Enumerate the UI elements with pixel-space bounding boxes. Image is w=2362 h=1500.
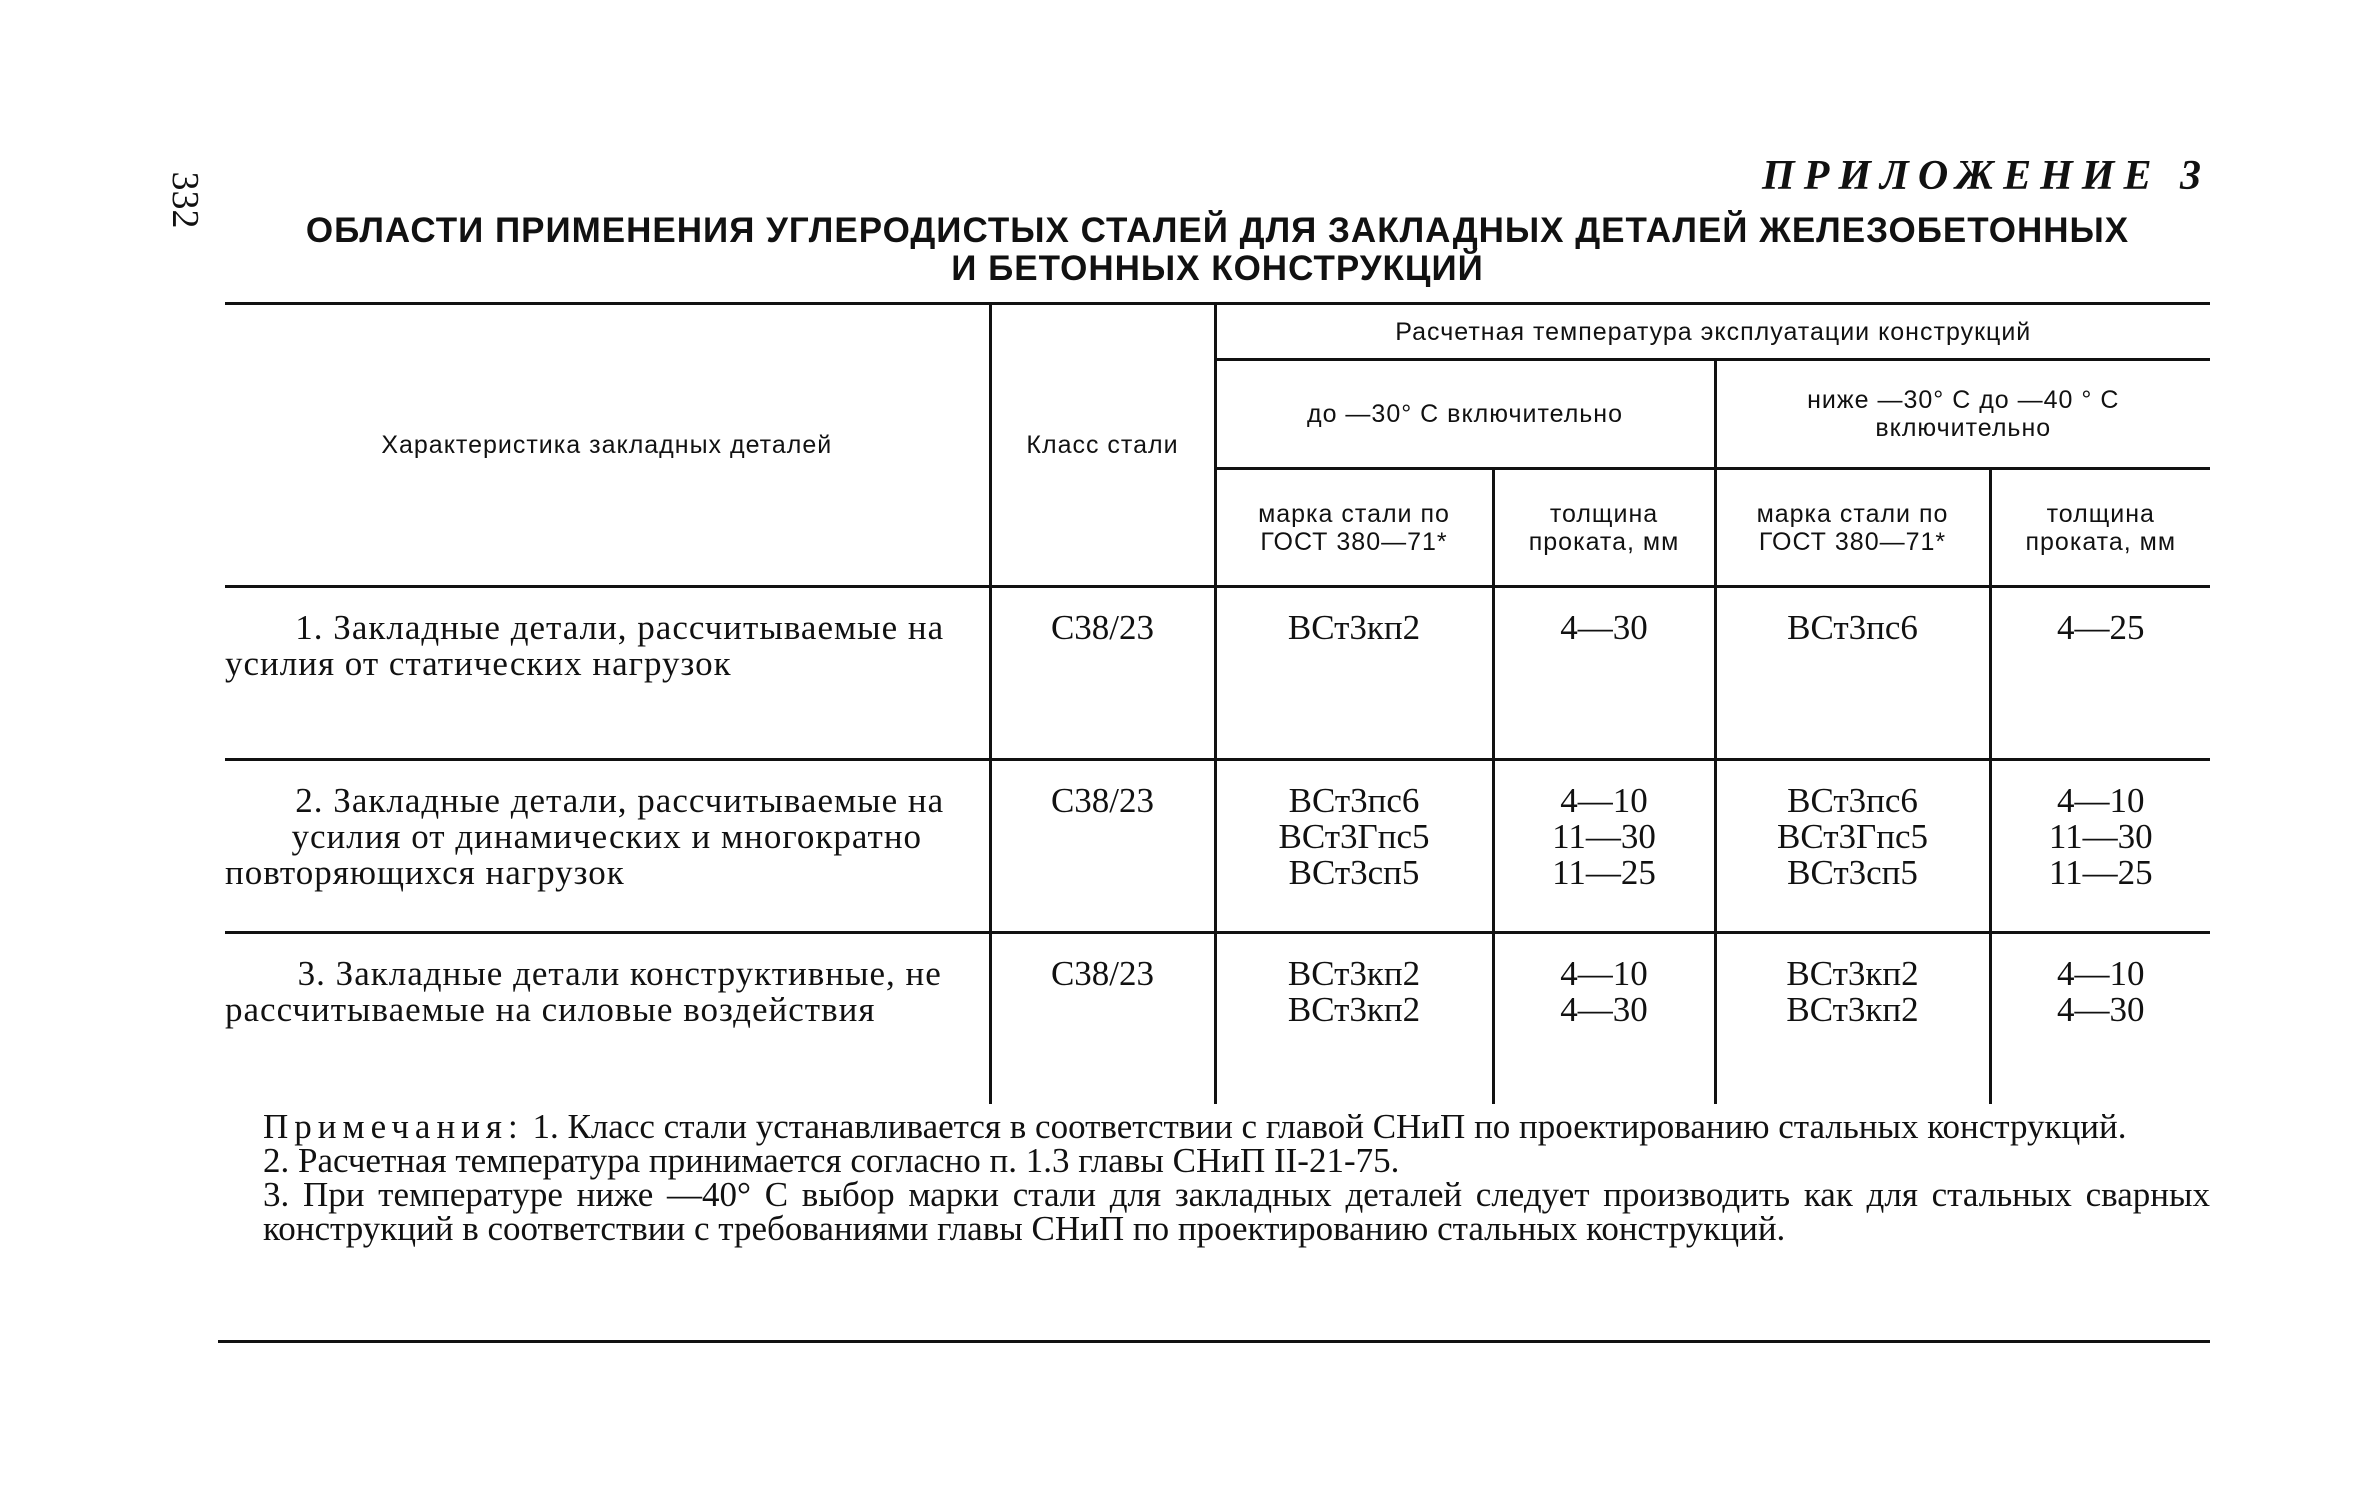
notes-block	[225, 1107, 2210, 1248]
note-2: 2. Расчетная температура принимается согласно п. 1.3 главы СНиП II-21-75.	[263, 1141, 1400, 1180]
notes-label: Примечания:	[263, 1107, 524, 1146]
grade-value: ВСт3кп2	[1287, 608, 1421, 647]
header-steel-class: Класс стали	[990, 304, 1215, 587]
row-grade-2	[1715, 587, 1990, 760]
row-grade-1	[1215, 933, 1493, 1105]
row-thickness-1	[1493, 933, 1715, 1105]
grade-value: ВСт3пс6	[1288, 781, 1420, 820]
header-temp-range-1: до —30° С включительно	[1215, 360, 1715, 469]
row-grade-1	[1215, 760, 1493, 933]
grade-value: ВСт3кп2	[1786, 954, 1919, 993]
row-description-text: Закладные детали, рассчитываемые на усилия от динамических и многократно повторяющихся нагрузок	[225, 781, 945, 892]
page-number: 332	[164, 171, 206, 229]
note-3: 3. При температуре ниже —40° С выбор марки стали для закладных деталей следует производить как для стальных сварных конструкций в соответствии с требованиями главы СНиП по проектированию стальных конструкций.	[263, 1175, 2210, 1248]
row-description-text: Закладные детали конструктивные, не рассчитываемые на силовые воздействия	[225, 954, 942, 1029]
row-thickness-2	[1990, 933, 2210, 1105]
bottom-rule	[218, 1340, 2210, 1343]
grade-value: ВСт3кп2	[1287, 990, 1421, 1029]
thickness-value: 11—30	[1552, 817, 1656, 856]
table-row	[225, 760, 2210, 933]
thickness-value: 4—10	[2057, 781, 2145, 820]
steel-application-table	[225, 302, 2210, 1104]
thickness-value: 11—25	[2048, 853, 2153, 892]
row-thickness-2	[1990, 587, 2210, 760]
grade-value: ВСт3сп5	[1288, 853, 1420, 892]
thickness-value: 11—25	[1552, 853, 1656, 892]
grade-value: ВСт3пс6	[1787, 608, 1918, 647]
header-thickness-range-1: толщина проката, мм	[1493, 469, 1715, 587]
grade-value: ВСт3сп5	[1787, 853, 1918, 892]
grade-value: ВСт3Гпс5	[1278, 817, 1430, 856]
grade-value: ВСт3кп2	[1287, 954, 1421, 993]
row-steel-class: С38/23	[990, 760, 1215, 933]
row-thickness-1	[1493, 587, 1715, 760]
thickness-value: 4—30	[1560, 608, 1648, 647]
row-grade-2	[1715, 933, 1990, 1105]
table-row	[225, 587, 2210, 760]
header-grade-range-2: марка стали по ГОСТ 380—71*	[1715, 469, 1990, 587]
row-steel-class: С38/23	[990, 587, 1215, 760]
thickness-value: 4—10	[1560, 781, 1648, 820]
appendix-label: ПРИЛОЖЕНИЕ 3	[1762, 153, 2210, 199]
grade-value: ВСт3кп2	[1786, 990, 1919, 1029]
note-text: 1. Класс стали устанавливается в соответствии с главой СНиП по проектированию стальных конструкций.	[532, 1107, 2127, 1146]
header-grade-range-1: марка стали по ГОСТ 380—71*	[1215, 469, 1493, 587]
table-row	[225, 933, 2210, 1105]
grade-value: ВСт3Гпс5	[1776, 817, 1929, 856]
row-number: 3.	[297, 954, 326, 993]
row-steel-class: С38/23	[990, 933, 1215, 1105]
title-line-1: ОБЛАСТИ ПРИМЕНЕНИЯ УГЛЕРОДИСТЫХ СТАЛЕЙ ДЛЯ ЗАКЛАДНЫХ ДЕТАЛЕЙ ЖЕЛЕЗОБЕТОННЫХ	[305, 211, 2130, 250]
grade-value: ВСт3пс6	[1787, 781, 1918, 820]
row-thickness-2	[1990, 760, 2210, 933]
row-description	[225, 933, 990, 1105]
title-line-2: И БЕТОННЫХ КОНСТРУКЦИЙ	[951, 249, 1484, 288]
thickness-value: 4—25	[2057, 608, 2145, 647]
header-design-temperature: Расчетная температура эксплуатации конструкций	[1215, 304, 2210, 360]
header-thickness-range-2: толщина проката, мм	[1990, 469, 2210, 587]
header-characteristic: Характеристика закладных деталей	[225, 304, 990, 587]
thickness-value: 4—30	[1560, 990, 1648, 1029]
row-number: 1.	[295, 608, 324, 647]
row-grade-1	[1215, 587, 1493, 760]
thickness-value: 4—10	[2057, 954, 2145, 993]
row-number: 2.	[295, 781, 324, 820]
document-title	[225, 212, 2210, 288]
row-thickness-1	[1493, 760, 1715, 933]
steel-application-table-wrapper	[225, 302, 2210, 1104]
row-description-text: Закладные детали, рассчитываемые на усилия от статических нагрузок	[225, 608, 945, 683]
row-description	[225, 587, 990, 760]
note-1	[225, 1107, 2210, 1146]
row-grade-2	[1715, 760, 1990, 933]
header-temp-range-2: ниже —30° С до —40 ° С включительно	[1715, 360, 2210, 469]
thickness-value: 4—10	[1560, 954, 1648, 993]
row-description	[225, 760, 990, 933]
thickness-value: 4—30	[2057, 990, 2145, 1029]
thickness-value: 11—30	[2048, 817, 2153, 856]
